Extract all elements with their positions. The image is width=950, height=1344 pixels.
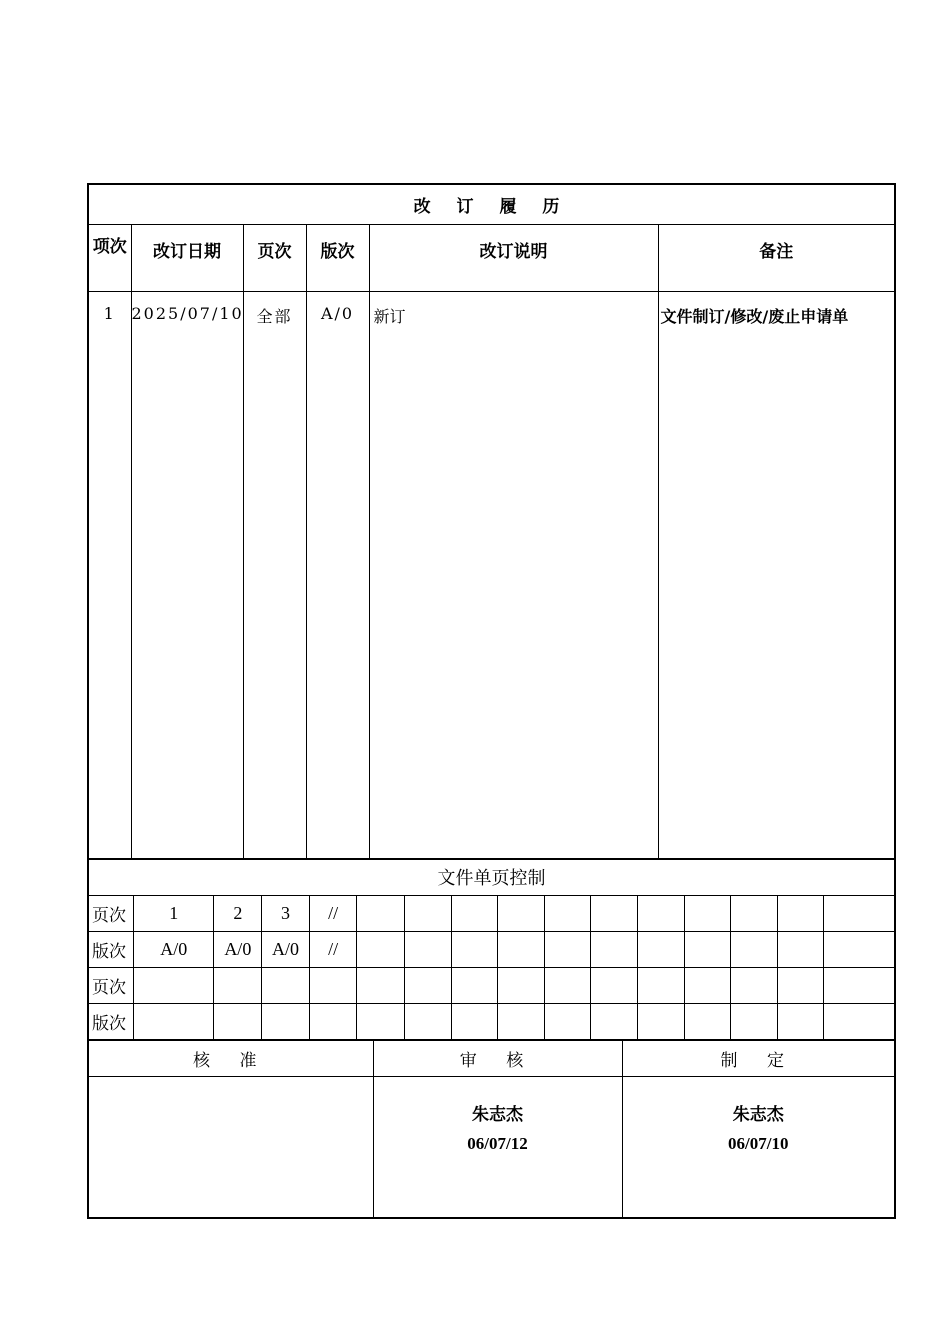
page-control-cell <box>309 1003 357 1039</box>
page-control-cell <box>638 967 685 1003</box>
page-control-cell <box>451 895 498 931</box>
page-control-cell <box>498 1003 545 1039</box>
page-control-table <box>89 859 894 1040</box>
page-control-cell <box>405 895 452 931</box>
review-date: 06/07/12 <box>467 1133 528 1153</box>
page-control-cell <box>684 931 731 967</box>
page-control-cell <box>824 1003 894 1039</box>
page-control-cell <box>451 931 498 967</box>
page-control-cell: 2 <box>214 895 262 931</box>
page-control-cell <box>591 1003 638 1039</box>
form-title: 改 订 履 历 <box>89 185 894 224</box>
page-control-row <box>89 1003 894 1039</box>
page-control-cell <box>544 1003 591 1039</box>
page-control-cell: // <box>309 895 357 931</box>
cell-version: A/0 <box>306 291 369 858</box>
page-control-cell <box>824 967 894 1003</box>
page-control-row <box>89 967 894 1003</box>
page-control-cell <box>544 931 591 967</box>
signoff-table <box>89 1040 894 1220</box>
page-control-cell <box>777 967 824 1003</box>
header-version: 版次 <box>306 224 369 291</box>
page-control-cell <box>405 1003 452 1039</box>
page-control-cell <box>638 931 685 967</box>
page-control-cell <box>309 967 357 1003</box>
page-control-cell <box>357 895 405 931</box>
page-control-row <box>89 895 894 931</box>
page-control-row <box>89 931 894 967</box>
page-control-cell <box>731 967 778 1003</box>
page-control-cell <box>684 895 731 931</box>
page-control-cell <box>731 895 778 931</box>
page-control-cell <box>405 931 452 967</box>
prepare-date: 06/07/10 <box>728 1133 789 1153</box>
page-control-cell <box>451 967 498 1003</box>
approve-signature-cell <box>89 1076 373 1219</box>
page-control-cell <box>214 967 262 1003</box>
page-control-cell <box>684 1003 731 1039</box>
page-control-cell <box>498 931 545 967</box>
revision-history-form <box>87 183 896 1219</box>
page-control-cell <box>824 931 894 967</box>
page-control-cell: 1 <box>133 895 214 931</box>
cell-page: 全部 <box>243 291 306 858</box>
review-header: 审 核 <box>373 1040 622 1076</box>
header-description: 改订说明 <box>369 224 658 291</box>
review-signature-cell <box>373 1076 622 1219</box>
page-control-cell <box>357 1003 405 1039</box>
page-control-row-label: 页次 <box>89 967 133 1003</box>
page-control-cell <box>731 1003 778 1039</box>
page-control-cell: 3 <box>262 895 310 931</box>
page-control-cell <box>777 931 824 967</box>
reviewer-name: 朱志杰 <box>472 1104 523 1125</box>
page-control-cell <box>591 967 638 1003</box>
page-control-cell <box>357 931 405 967</box>
page-control-cell <box>133 967 214 1003</box>
header-item-no: 项次 <box>89 224 131 291</box>
page-control-cell: // <box>309 931 357 967</box>
prepare-header: 制 定 <box>622 1040 894 1076</box>
page-control-cell <box>684 967 731 1003</box>
cell-description: 新订 <box>369 291 658 858</box>
approve-header: 核 准 <box>89 1040 373 1076</box>
prepare-signature-cell <box>622 1076 894 1219</box>
page-control-cell <box>262 967 310 1003</box>
header-remark: 备注 <box>658 224 894 291</box>
page-control-cell <box>405 967 452 1003</box>
page-control-cell <box>591 895 638 931</box>
page-control-title: 文件单页控制 <box>89 859 894 895</box>
cell-revision-date: 2025/07/10 <box>131 291 243 858</box>
page-control-cell <box>357 967 405 1003</box>
page-control-row-label: 版次 <box>89 1003 133 1039</box>
page-control-cell <box>498 967 545 1003</box>
revision-table <box>89 185 894 859</box>
page-control-cell <box>824 895 894 931</box>
page-control-row-label: 版次 <box>89 931 133 967</box>
page-control-cell <box>638 895 685 931</box>
page-control-cell <box>262 1003 310 1039</box>
preparer-name: 朱志杰 <box>732 1104 784 1125</box>
page-control-cell <box>777 895 824 931</box>
header-revision-date: 改订日期 <box>131 224 243 291</box>
page-control-cell <box>214 1003 262 1039</box>
page-control-cell <box>544 967 591 1003</box>
table-row <box>89 291 894 858</box>
page-control-cell <box>731 931 778 967</box>
page-control-cell: A/0 <box>262 931 310 967</box>
cell-item-no: 1 <box>89 291 131 858</box>
page-control-cell <box>133 1003 214 1039</box>
page-control-cell: A/0 <box>133 931 214 967</box>
page-control-cell <box>777 1003 824 1039</box>
page-control-cell <box>451 1003 498 1039</box>
page-control-cell <box>544 895 591 931</box>
page-control-cell: A/0 <box>214 931 262 967</box>
cell-remark: 文件制订/修改/废止申请单 <box>658 291 894 858</box>
page-control-row-label: 页次 <box>89 895 133 931</box>
header-page: 页次 <box>243 224 306 291</box>
page-control-cell <box>591 931 638 967</box>
page-control-cell <box>638 1003 685 1039</box>
page-control-cell <box>498 895 545 931</box>
